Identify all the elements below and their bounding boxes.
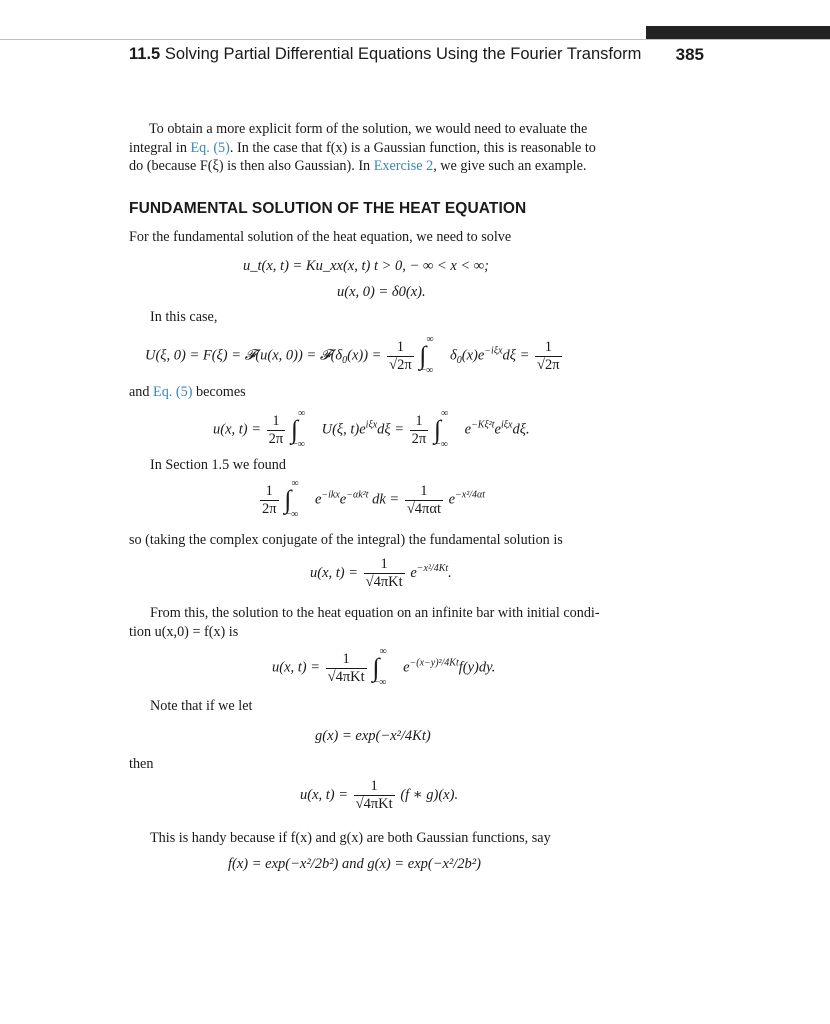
- text-then: then: [129, 756, 154, 772]
- section-title: Solving Partial Differential Equations Using the Fourier Transform: [164, 45, 642, 63]
- equation-fundamental-solution: u(x, t) = 1 √4πKt $e^{-x^2/4Kt}$.: [310, 556, 452, 590]
- intro-paragraph: To obtain a more explicit form of the solution, we would need to evaluate the integral in Eq. (5). In the case that f(x) is a Gaussian function, this is reasonable to do (because F(ξ) is then also Gaussian). In Exercise 2, we give such an example.: [129, 121, 596, 174]
- equation-initial-condition: u(x, 0) = δ0(x).: [337, 284, 426, 300]
- text-and-eq5: and Eq. (5) becomes: [129, 384, 246, 400]
- equation-gaussians: f(x) = exp(−x²/2b²) and g(x) = exp(−x²/2b²): [228, 856, 481, 872]
- page-number: 385: [675, 45, 704, 64]
- text-solve: For the fundamental solution of the heat equation, we need to solve: [129, 229, 512, 245]
- equation-section-1-5: $\frac{1}{2\pi}$ ∫ ∞ −∞ $e^{-ikx}e^{-\alpha k^2t}$ dk = 1 √4παt $e^{-x^2/4\alpha t}$: [262, 478, 486, 520]
- text-handy: This is handy because if f(x) and g(x) are both Gaussian functions, say: [150, 830, 551, 846]
- running-header: [129, 45, 707, 69]
- equation-U-definition: U(ξ, 0) = F(ξ) = 𝓕(u(x, $0)) = 𝓕(\delta_0(x))$ = $\frac{1}{√2\pi}$ ∫ ∞ −∞ $\delta_0(x)e^{-i\xi x}d\xi$ = $\frac{1}{√2\pi}$: [145, 334, 560, 376]
- eq5-link-2[interactable]: Eq. (5): [153, 384, 193, 400]
- header-bar: [646, 26, 830, 39]
- equation-pde: u_t(x, t) = Ku_xx(x, t) t > 0, − ∞ < x < ∞;: [243, 258, 489, 274]
- section-number: 11.5: [129, 45, 161, 63]
- exercise2-link[interactable]: Exercise 2: [373, 158, 434, 174]
- equation-convolution: u(x, t) = 1 √4πKt (f ∗ g)(x).: [300, 778, 459, 812]
- text-so: so (taking the complex conjugate of the integral) the fundamental solution is: [129, 532, 563, 548]
- eq5-link[interactable]: Eq. (5): [190, 139, 230, 156]
- equation-g-definition: g(x) = exp(−x²/4Kt): [315, 728, 431, 744]
- text-in-this-case: In this case,: [150, 309, 218, 325]
- text-from-this-2: tion u(x,0) = f(x) is: [129, 624, 239, 640]
- text-note: Note that if we let: [150, 698, 253, 714]
- header-rule: [0, 39, 830, 40]
- text-section-1-5: In Section 1.5 we found: [150, 457, 286, 473]
- equation-general-solution: u(x, t) = 1 √4πKt ∫ ∞ −∞ $e^{-(x-y)^2/4Kt}f(y)dy$.: [272, 646, 496, 688]
- section-heading: FUNDAMENTAL SOLUTION OF THE HEAT EQUATION: [129, 200, 527, 217]
- text-from-this-1: From this, the solution to the heat equation on an infinite bar with initial condi-: [150, 605, 600, 621]
- equation-inverse-transform: u(x, t) = $\frac{1}{2\pi}$ ∫ ∞ −∞ U(ξ, $t)e^{i\xi x}d\xi$ = $\frac{1}{2\pi}$ ∫ ∞ −∞ $e^{-K\xi^2t}e^{i\xi x}d\xi$.: [213, 408, 530, 450]
